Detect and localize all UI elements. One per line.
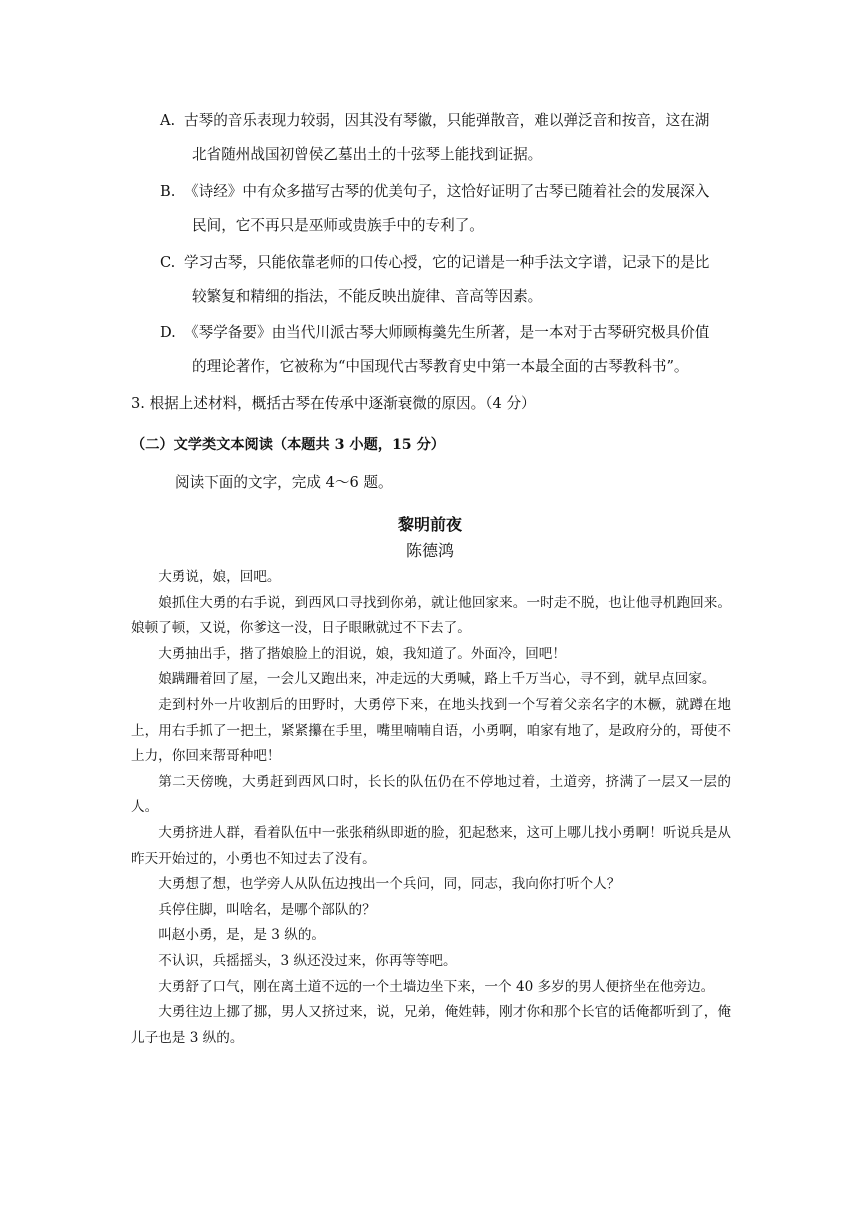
story-paragraph: 大勇舒了口气，刚在离土道不远的一个土墙边坐下来，一个 40 多岁的男人便挤坐在他旁边。 — [158, 978, 715, 995]
story-paragraph: 大勇想了想，也学旁人从队伍边拽出一个兵问，同，同志，我向你打听个人？ — [158, 876, 621, 893]
reading-instruction: 阅读下面的文字，完成 4～6 题。 — [175, 474, 393, 491]
story-paragraph: 兵停住脚，叫啥名，是哪个部队的？ — [158, 901, 376, 918]
story-paragraph: 娘蹒跚着回了屋，一会儿又跑出来，冲走远的大勇喊，路上千万当心，寻不到，就早点回家。 — [158, 671, 716, 688]
option-letter: B. — [160, 183, 176, 200]
option-text-line1: 古琴的音乐表现力较弱，因其没有琴徽，只能弹散音，难以弹泛音和按音，这在湖 — [184, 112, 710, 129]
option-text-line2: 北省随州战国初曾侯乙墓出土的十弦琴上能找到证据。 — [192, 146, 543, 163]
option-letter: A. — [160, 112, 176, 129]
story-paragraph: 大勇挤进人群，看着队伍中一张张稍纵即逝的脸，犯起愁来，这可上哪儿找小勇啊！听说兵是从昨天开始过的，小勇也不知过去了没有。 — [131, 824, 731, 867]
story-paragraph: 第二天傍晚，大勇赶到西风口时，长长的队伍仍在不停地过着，土道旁，挤满了一层又一层的人。 — [131, 773, 731, 816]
story-paragraph: 叫赵小勇，是，是 3 纵的。 — [158, 927, 326, 944]
option-letter: D. — [160, 324, 176, 341]
story-paragraph: 走到村外一片收割后的田野时，大勇停下来，在地头找到一个写着父亲名字的木橛，就蹲在地上，用右手抓了一把土，紧紧攥在手里，嘴里喃喃自语，小勇啊，咱家有地了，是政府分的，哥使不上力，你回来帮哥种吧！ — [131, 696, 731, 765]
option-text-line1: 《琴学备要》由当代川派古琴大师顾梅羹先生所著，是一本对于古琴研究极具价值 — [184, 324, 710, 341]
story-paragraph: 大勇抽出手，揩了揩娘脸上的泪说，娘，我知道了。外面冷，回吧！ — [158, 645, 566, 662]
story-author: 陈德鸿 — [405, 541, 454, 560]
option-text-line2: 较繁复和精细的指法，不能反映出旋律、音高等因素。 — [192, 288, 543, 305]
story-body — [131, 565, 731, 1051]
option-text-line2: 民间，它不再只是巫师或贵族手中的专利了。 — [192, 217, 484, 234]
option-text-line2: 的理论著作，它被称为“中国现代古琴教育史中第一本最全面的古琴教科书”。 — [192, 358, 689, 375]
option-text-line1: 《诗经》中有众多描写古琴的优美句子，这恰好证明了古琴已随着社会的发展深入 — [184, 183, 710, 200]
story-paragraph: 大勇往边上挪了挪，男人又挤过来，说，兄弟，俺姓韩，刚才你和那个长官的话俺都听到了，俺儿子也是 3 纵的。 — [131, 1004, 731, 1046]
section-heading: （二）文学类文本阅读（本题共 3 小题，15 分） — [131, 437, 445, 453]
option-letter: C. — [160, 254, 176, 271]
story-paragraph: 不认识，兵摇摇头，3 纵还没过来，你再等等吧。 — [158, 952, 457, 969]
option-text-line1: 学习古琴，只能依靠老师的口传心授，它的记谱是一种手法文字谱，记录下的是比 — [184, 254, 710, 271]
story-paragraph: 娘抓住大勇的右手说，到西风口寻找到你弟，就让他回家来。一时走不脱，也让他寻机跑回来。娘顿了顿，又说，你爹这一没，日子眼瞅就过不下去了。 — [131, 594, 731, 637]
question-3: 3. 根据上述材料，概括古琴在传承中逐渐衰微的原因。（4 分） — [131, 395, 536, 412]
story-paragraph: 大勇说，娘，回吧。 — [158, 569, 281, 585]
story-title: 黎明前夜 — [397, 515, 462, 534]
